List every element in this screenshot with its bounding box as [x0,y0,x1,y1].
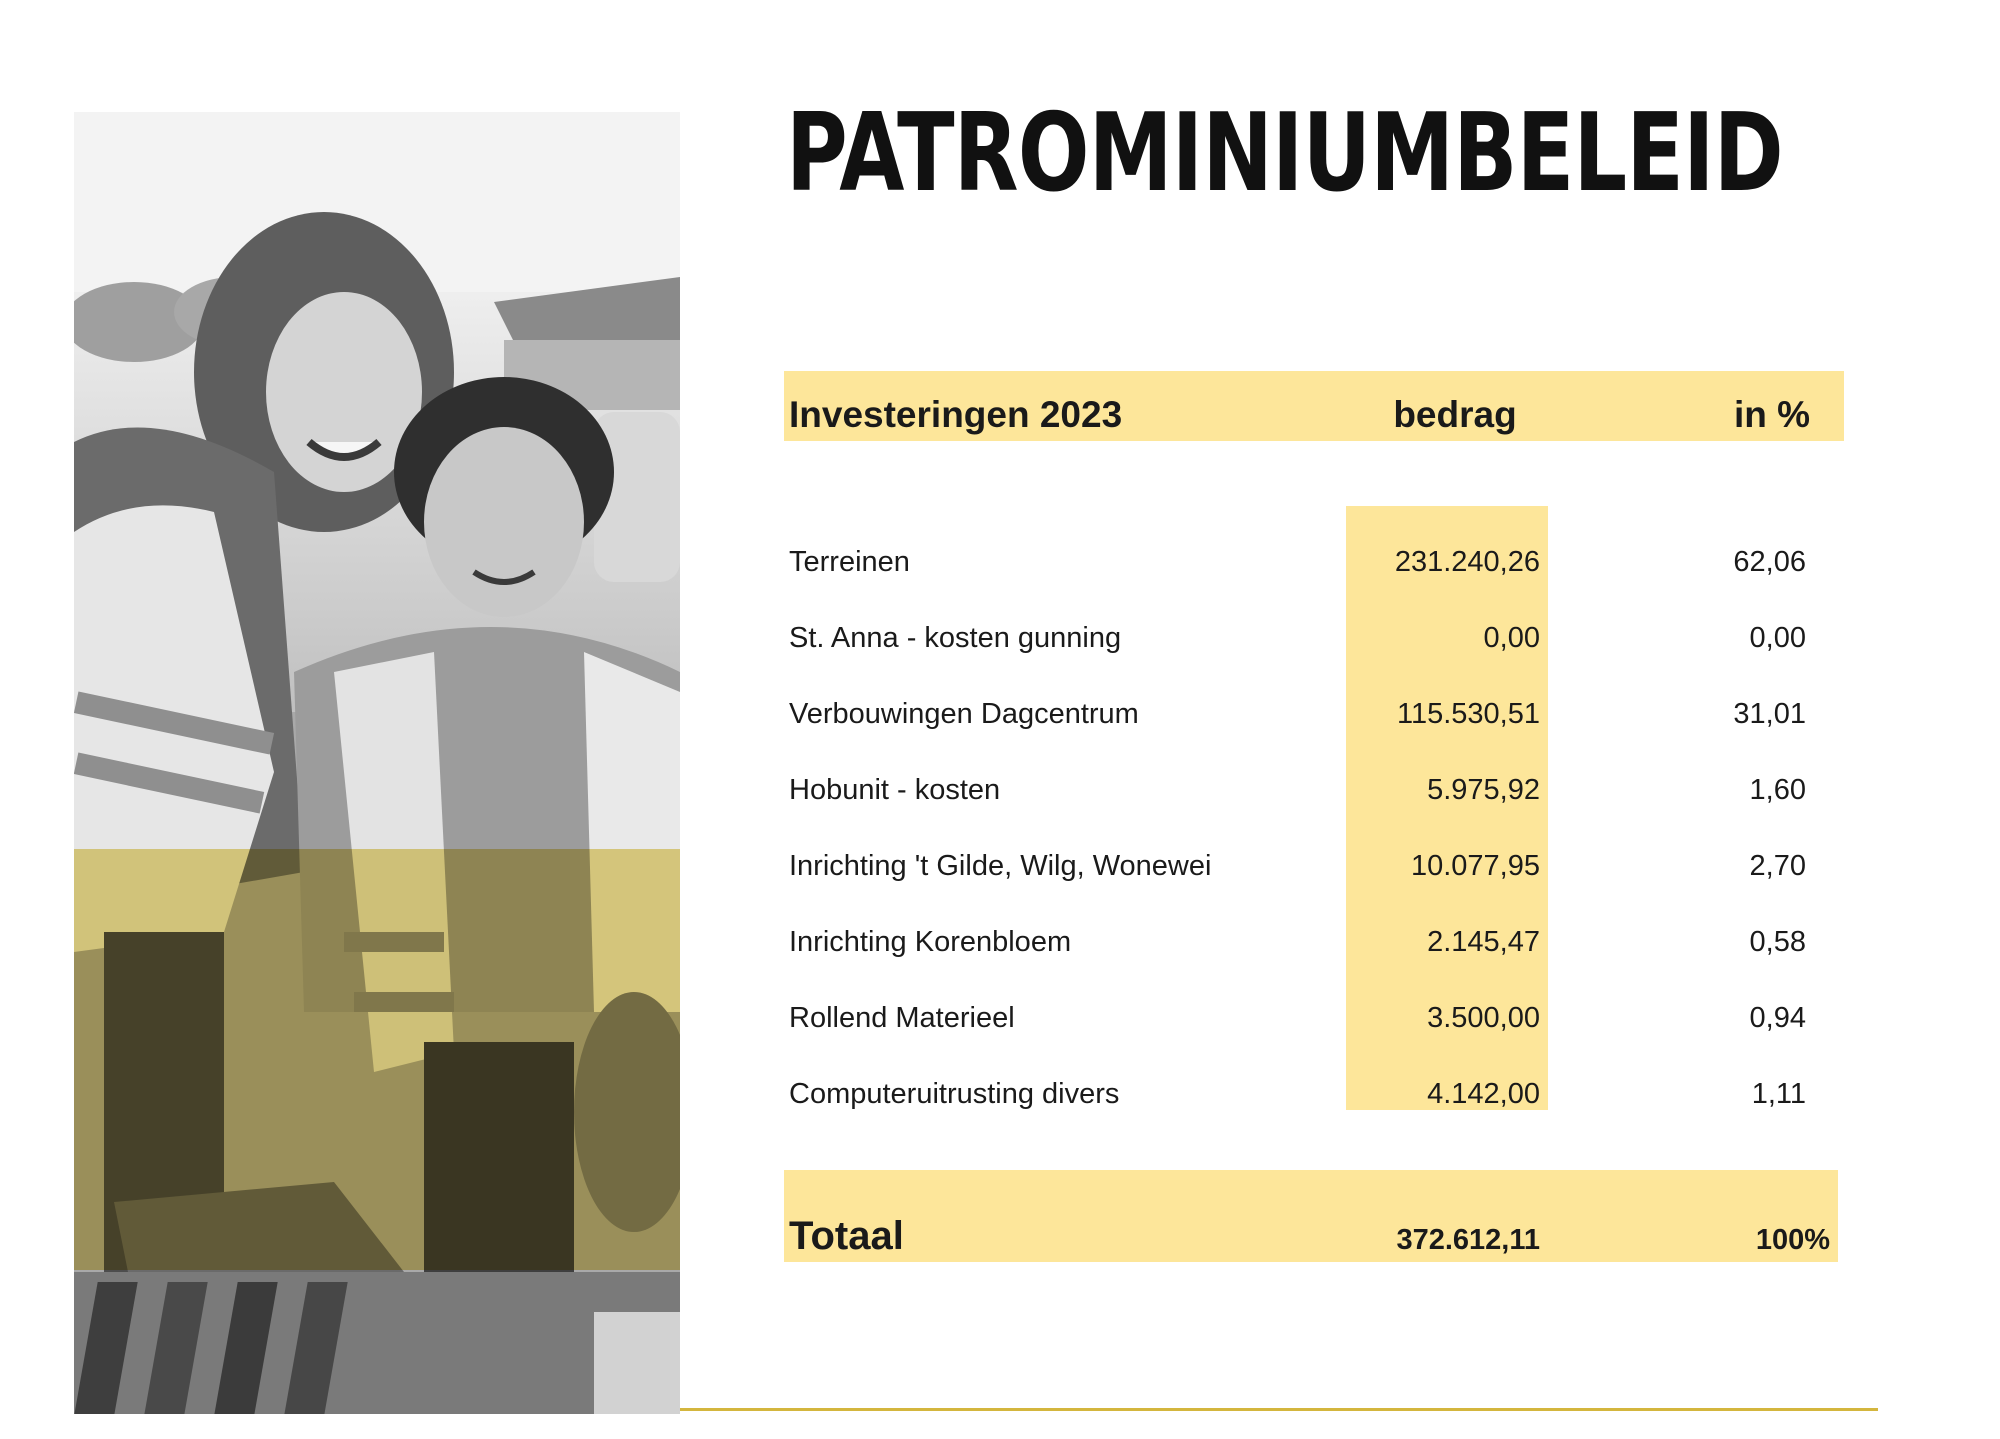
row-label: St. Anna - kosten gunning [789,622,1122,654]
row-percent: 31,01 [1733,698,1806,730]
table-row [0,616,2000,660]
table-row [0,844,2000,888]
row-amount: 231.240,26 [1394,546,1540,578]
photo-yellow-overlay [74,849,680,1270]
table-row [0,692,2000,736]
row-label: Terreinen [789,546,910,578]
row-label: Inrichting 't Gilde, Wilg, Wonewei [789,850,1212,882]
row-label: Verbouwingen Dagcentrum [789,698,1139,730]
total-label: Totaal [789,1214,904,1258]
row-label: Hobunit - kosten [789,774,1001,806]
row-label: Computeruitrusting divers [789,1078,1120,1110]
row-amount: 5.975,92 [1427,774,1540,806]
total-amount: 372.612,11 [1396,1224,1540,1256]
row-amount: 3.500,00 [1427,1002,1540,1034]
row-percent: 1,60 [1749,774,1806,806]
row-amount: 115.530,51 [1397,698,1540,730]
row-percent: 62,06 [1733,546,1806,578]
page-title: PATROMINIUMBELEID [786,91,1783,216]
table-row [0,768,2000,812]
table-row [0,996,2000,1040]
table-row [0,1072,2000,1116]
bottom-divider [680,1408,1878,1411]
header-investeringen: Investeringen 2023 [789,394,1123,435]
header-percent: in % [1733,394,1810,435]
row-percent: 1,11 [1751,1078,1806,1110]
row-percent: 0,94 [1749,1002,1806,1034]
volunteers-photo [74,112,680,1414]
total-percent: 100% [1755,1224,1830,1256]
table-row [0,920,2000,964]
header-bedrag: bedrag [1393,394,1517,435]
row-amount: 4.142,00 [1427,1078,1540,1110]
row-amount: 10.077,95 [1410,850,1540,882]
row-amount: 0,00 [1483,622,1540,654]
row-label: Inrichting Korenbloem [789,926,1072,958]
row-percent: 0,58 [1749,926,1806,958]
table-row [0,540,2000,584]
total-band [784,1170,1838,1262]
row-percent: 2,70 [1749,850,1806,882]
row-percent: 0,00 [1749,622,1806,654]
row-amount: 2.145,47 [1427,926,1540,958]
row-label: Rollend Materieel [789,1002,1015,1034]
